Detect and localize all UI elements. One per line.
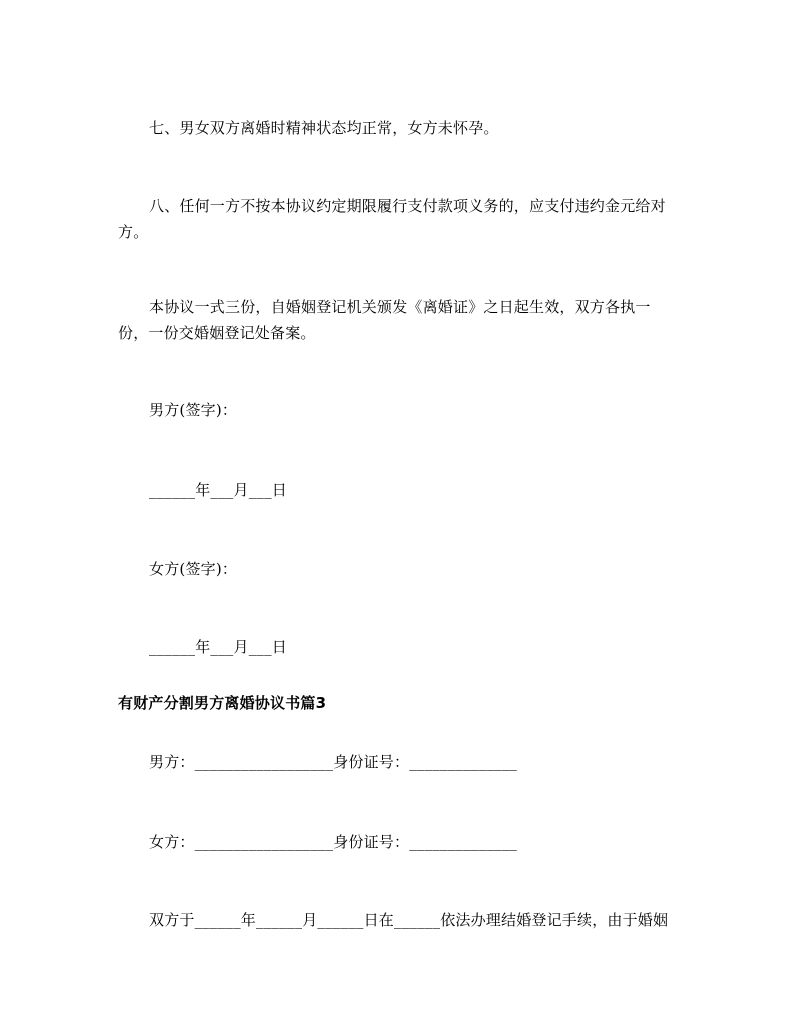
male-signature-label: 男方(签字)： bbox=[149, 401, 238, 419]
clause-8-line-2: 方。 bbox=[118, 223, 149, 241]
marriage-registration-line: 双方于______年______月______日在______依法办理结婚登记手续，由于婚姻 bbox=[149, 911, 669, 929]
male-id-line: 男方：__________________身份证号：______________ bbox=[149, 753, 518, 771]
female-signature-label: 女方(签字)： bbox=[149, 560, 238, 578]
copies-clause-line-1: 本协议一式三份，自婚姻登记机关颁发《离婚证》之日起生效，双方各执一 bbox=[149, 298, 651, 316]
copies-clause-line-2: 份，一份交婚姻登记处备案。 bbox=[118, 324, 316, 342]
clause-7: 七、男女双方离婚时精神状态均正常，女方未怀孕。 bbox=[149, 119, 499, 137]
section-title: 有财产分割男方离婚协议书篇3 bbox=[118, 694, 327, 712]
clause-8-line-1: 八、任何一方不按本协议约定期限履行支付款项义务的，应支付违约金元给对 bbox=[149, 197, 666, 215]
female-id-line: 女方：__________________身份证号：______________ bbox=[149, 833, 518, 851]
male-signature-date: ______年___月___日 bbox=[149, 481, 288, 499]
female-signature-date: ______年___月___日 bbox=[149, 638, 288, 656]
